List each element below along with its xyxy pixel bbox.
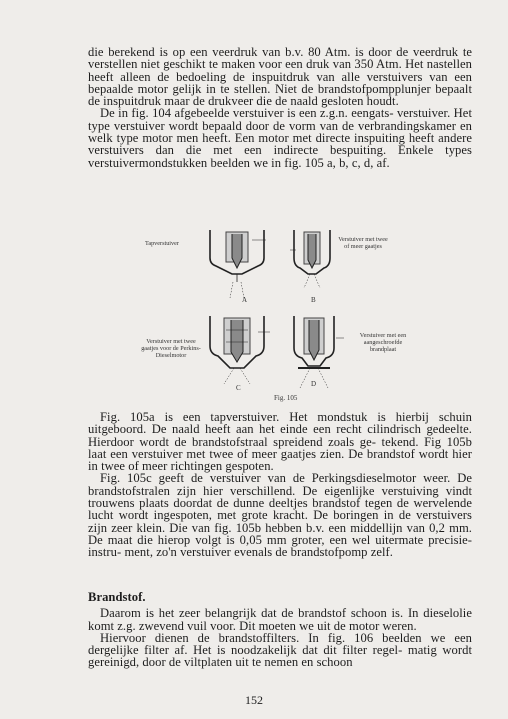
- label-verstuiver-gaatjes: Verstuiver met twee of meer gaatjes: [338, 236, 388, 250]
- text-line: verstuiver. Het type verstuiver wordt bepaald door de vorm van: [88, 106, 472, 133]
- label-brandplaat-verstuiver: Verstuiver met een aangeschroefde brandplaat: [359, 332, 407, 353]
- letter-d: D: [311, 380, 317, 388]
- text-line: zien. De brandstof wordt hier in twee of meer richtingen gespoten.: [88, 446, 472, 474]
- paragraph-filters: [88, 632, 472, 669]
- text-line: 350 Atm. Het nastellen heeft alleen de bedoeling de inspuitdruk: [88, 57, 472, 84]
- text-line: de motor weren.: [333, 618, 417, 633]
- text-block-middle: [88, 411, 472, 559]
- text-line: Hiervoor dienen de brandstoffilters. In fig. 106 beelden we: [100, 630, 446, 645]
- text-line: verstuiving vindt trouwens plaats doordat de dunne deeltjes: [88, 483, 472, 511]
- text-line: gedeelte. Hierdoor wordt de brandstofstraal spreidend zoals ge-: [88, 422, 473, 449]
- text-line: tekend. Fig 105b laat een verstuiver met twee of meer gaatjes: [88, 434, 472, 461]
- text-line: kracht. De boringen in de verstuivers zijn zeer klein. Die van: [88, 508, 472, 535]
- text-line: die berekend is op een veerdruk van b.v. 80 Atm. is door de: [88, 45, 409, 59]
- text-line: van alle verstuivers van een bepaalde motor gelijk in te stellen.: [88, 69, 472, 96]
- nozzle-d-drawing: [294, 316, 334, 388]
- section-heading: Brandstof.: [88, 590, 146, 604]
- text-block-bottom: [88, 591, 472, 669]
- text-line: de verbrandingskamer en welk type motor men heeft. Een motor: [88, 118, 473, 146]
- text-line: fig. 105b hebben b.v. een middellijn van 0,2 mm. De maat die: [88, 520, 472, 547]
- text-line: Fig. 105c geeft de verstuiver van de Perkingsdieselmotor: [100, 471, 417, 486]
- nozzle-illustrations: [140, 228, 380, 404]
- page-number: 152: [245, 693, 263, 707]
- text-block-top: [88, 46, 472, 169]
- paragraph-brandstof: [88, 607, 472, 632]
- paragraph-fig104: [88, 107, 472, 168]
- text-line: Niet de brandstofpompplunjer bepaalt de inspuitdruk maar de: [88, 81, 473, 109]
- text-line: ment, zo'n verstuiver evenals de brandstofpomp zelf.: [124, 545, 393, 560]
- paragraph-105c: [88, 472, 472, 558]
- text-line: brandstof tegen de wervelende lucht wordt ingespoten, met grote: [88, 496, 473, 523]
- text-line: In dieselolie komt z.g. zwevend vuil voor. Dit moeten we uit: [88, 606, 472, 633]
- text-line: indirecte bespuiting. Enkele types verstuivermondstukken beelden: [88, 143, 472, 170]
- text-line: we in fig. 105 a, b, c, d, af.: [253, 155, 390, 170]
- letter-a: A: [242, 296, 248, 304]
- text-line: schuin uitgeboord. De naald heeft aan het einde een recht cilindrisch: [88, 410, 472, 437]
- text-line: De in fig. 104 afgebeelde verstuiver is een z.g.n. eengats-: [100, 106, 394, 121]
- figure-105: [140, 228, 407, 404]
- paragraph-105a: [88, 411, 472, 472]
- nozzle-b-drawing: [294, 230, 330, 288]
- text-line: Daarom is het zeer belangrijk dat de brandstof schoon is.: [100, 606, 404, 621]
- text-line: hierop volgt is 0,05 mm groter, een wel uitermate precisie-instru-: [88, 532, 473, 560]
- text-line: een dergelijke filter af. Het is noodzakelijk dat dit filter regel-: [88, 630, 472, 658]
- text-line: met directe inspuiting heeft andere verstuivers dan die met een: [88, 131, 472, 158]
- text-line: drukveer die de naald gesloten houdt.: [208, 94, 399, 109]
- figure-caption: Fig. 105: [274, 394, 298, 402]
- text-line: veerdruk te verstellen niet geschikt te maken voor een druk van: [88, 45, 473, 72]
- letter-c: C: [236, 384, 241, 392]
- label-perkins-verstuiver: Verstuiver met twee gaatjes voor de Perkins-Dieselmotor: [141, 338, 201, 359]
- text-line: matig wordt gereinigd, door de viltplaten uit te nemen en schoon: [88, 643, 473, 670]
- paragraph-intro: [88, 46, 472, 107]
- label-tapverstuiver: Tapverstuiver: [145, 240, 179, 247]
- letter-b: B: [311, 296, 316, 304]
- text-line: weer. De brandstofstralen zijn hier verschillend. De eigenlijke: [88, 471, 472, 498]
- text-line: Fig. 105a is een tapverstuiver. Het mondstuk is hierbij: [100, 410, 429, 424]
- nozzle-c-drawing: [210, 316, 264, 384]
